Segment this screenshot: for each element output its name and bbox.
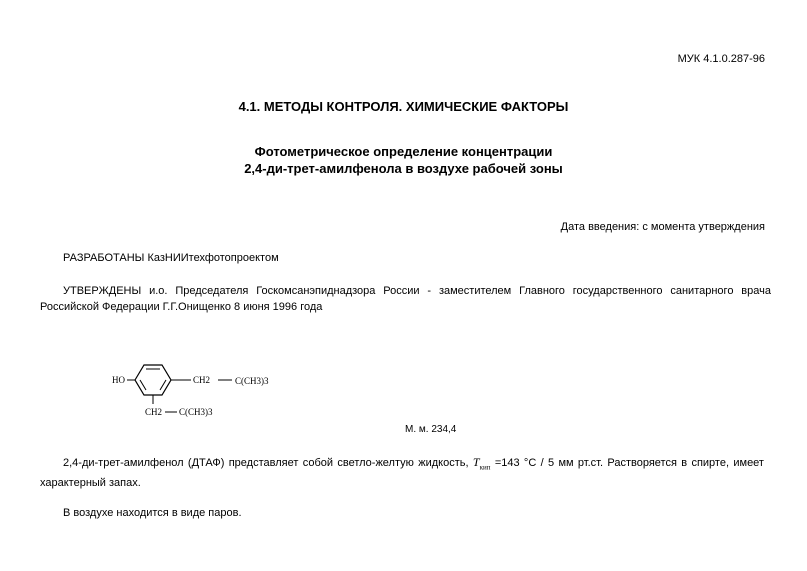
molar-mass: М. м. 234,4 bbox=[405, 424, 457, 435]
air-state: В воздухе находится в виде паров. bbox=[63, 507, 242, 519]
formula-group-bottom: C(CH3)3 bbox=[179, 407, 213, 417]
t-symbol: T bbox=[472, 455, 480, 469]
developed-by: РАЗРАБОТАНЫ КазНИИтехфотопроектом bbox=[63, 252, 279, 264]
boiling-temperature-symbol bbox=[472, 455, 491, 472]
formula-ch2-bottom: CH2 bbox=[145, 407, 163, 417]
description-text-1: 2,4-ди-трет-амилфенол (ДТАФ) представляет собой светло-желтую жидкость, bbox=[63, 457, 469, 469]
description-text-2: =143 °С / 5 мм рт.ст. Растворяется в спирте, имеет характерный запах. bbox=[40, 457, 764, 490]
document-title bbox=[0, 143, 807, 177]
document-title-line-1: Фотометрическое определение концентрации bbox=[254, 144, 553, 159]
formula-group-top: C(CH3)3 bbox=[235, 376, 269, 386]
document-title-line-2: 2,4-ди-трет-амилфенола в воздухе рабочей зоны bbox=[244, 161, 563, 176]
document-code: МУК 4.1.0.287-96 bbox=[677, 53, 765, 65]
substance-description bbox=[40, 454, 764, 491]
ring-double-bond-2 bbox=[160, 380, 166, 390]
approved-by: УТВЕРЖДЕНЫ и.о. Председателя Госкомсанэпиднадзора России - заместителем Главного государственного санитарного врача Российской Федерации Г.Г.Онищенко 8 июня 1996 года bbox=[40, 285, 771, 313]
formula-ho-label: HO bbox=[112, 375, 125, 385]
section-title: 4.1. МЕТОДЫ КОНТРОЛЯ. ХИМИЧЕСКИЕ ФАКТОРЫ bbox=[238, 99, 569, 114]
ring-double-bond-3 bbox=[140, 380, 146, 390]
introduction-date: Дата введения: с момента утверждения bbox=[560, 221, 765, 233]
t-subscript: кип bbox=[479, 463, 491, 472]
structural-formula bbox=[105, 355, 285, 421]
formula-ch2-top: CH2 bbox=[193, 375, 211, 385]
